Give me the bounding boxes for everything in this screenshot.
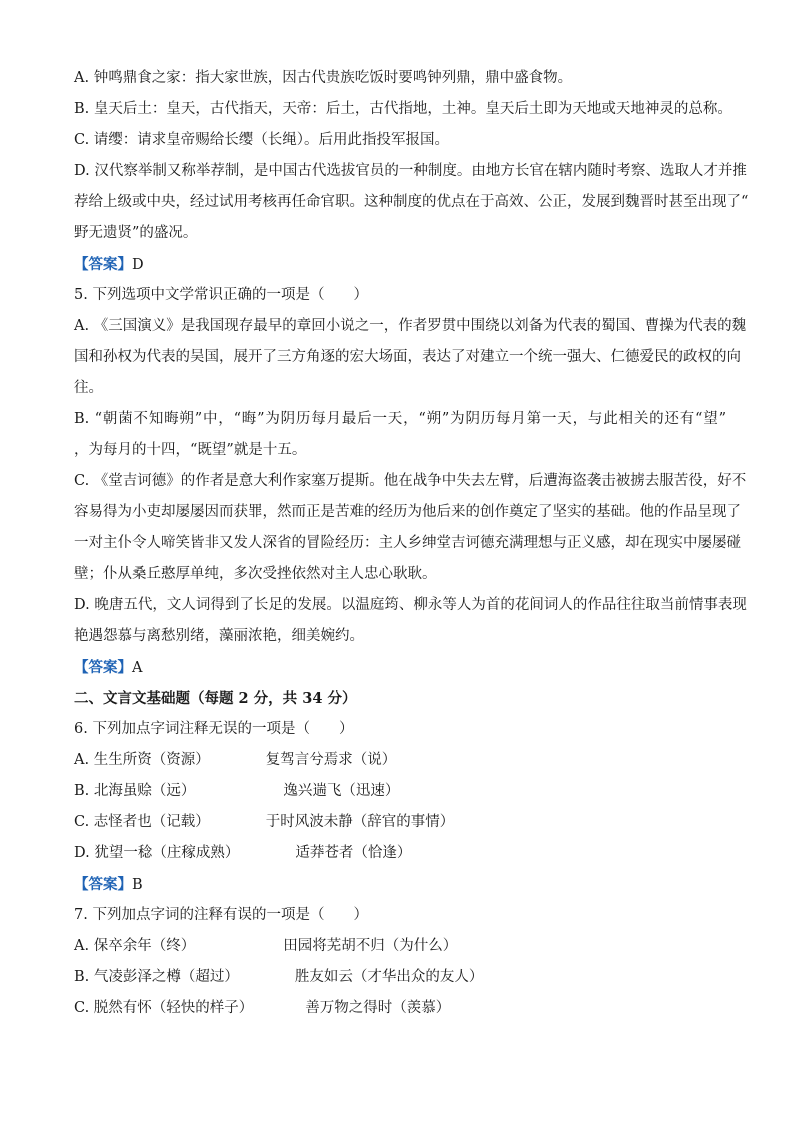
q6-option-row [74, 838, 726, 869]
q6-option-right: 复驾言兮焉求（说） [265, 752, 397, 768]
q5-option-b-line: ，为每月的十四，“既望”就是十五。 [74, 442, 307, 458]
answer-tag: 【答案】 [74, 876, 132, 893]
q6-option-row [74, 807, 726, 838]
answer-tag: 【答案】 [74, 256, 132, 273]
q7-option-left: A. 保卒余年（终） [74, 938, 196, 954]
q6-option-left: A. 生生所资（资源） [74, 752, 210, 768]
document-content [74, 63, 749, 1024]
q4-option-b: B. 皇天后土：皇天，古代指天，天帝：后土，古代指地，土神。皇天后土即为天地或天地神灵的总称。 [74, 101, 732, 117]
q5-option-a-line: A. 《三国演义》是我国现存最早的章回小说之一，作者罗贯中围绕以刘备为代表的蜀国、曹操为代表的魏 [74, 318, 747, 334]
q5-option-a-line: 国和孙权为代表的吴国，展开了三方角逐的宏大场面，表达了对建立一个统一强大、仁德爱民的政权的向 [74, 349, 741, 365]
q6-option-row [74, 776, 726, 807]
q6-option-right: 适莽苍者（恰逢） [295, 845, 412, 861]
q4-option-d-line: 荐给上级或中央，经过试用考核再任命官职。这种制度的优点在于高效、公正，发展到魏晋时甚至出现了“ [74, 194, 749, 210]
q7-option-right: 善万物之得时（羡慕） [305, 1000, 451, 1016]
answer-tag: 【答案】 [74, 659, 132, 676]
q4-answer [74, 249, 726, 280]
q5-option-c-line: C. 《堂吉诃德》的作者是意大利作家塞万提斯。他在战争中失去左臂，后遭海盗袭击被掳去服苦役，好不 [74, 473, 747, 489]
q5-option-c-line: 容易得为小吏却屡屡因而获罪，然而正是苦难的经历为他后来的创作奠定了坚实的基础。他的作品呈现了 [74, 504, 741, 520]
q5-answer [74, 652, 726, 683]
q6-stem: 6. 下列加点字词注释无误的一项是（ ） [74, 721, 354, 737]
answer-value: A [132, 660, 143, 676]
q7-option-left: C. 脱然有怀（轻快的样子） [74, 1000, 254, 1016]
q7-option-right: 胜友如云（才华出众的友人） [294, 969, 484, 985]
q7-option-row [74, 962, 726, 993]
answer-value: B [132, 877, 143, 893]
q7-option-right: 田园将芜胡不归（为什么） [283, 938, 458, 954]
q6-answer [74, 869, 726, 900]
q7-stem: 7. 下列加点字词的注释有误的一项是（ ） [74, 907, 368, 923]
q5-option-b-line: B. “朝菌不知晦朔”中，“晦”为阴历每月最后一天，“朔”为阴历每月第一天，与此相关的还有“望” [74, 411, 726, 427]
q6-option-row [74, 745, 726, 776]
q5-option-d-line: 艳遇怨慕与离愁别绪，藻丽浓艳，细美婉约。 [74, 628, 364, 644]
q4-option-d-line: D. 汉代察举制又称举荐制，是中国古代选拔官员的一种制度。由地方长官在辖内随时考察、选取人才并推 [74, 163, 747, 179]
section-heading: 二、文言文基础题（每题 2 分，共 34 分） [74, 690, 357, 707]
answer-value: D [132, 257, 144, 273]
q5-stem: 5. 下列选项中文学常识正确的一项是（ ） [74, 287, 368, 303]
q4-option-a: A. 钟鸣鼎食之家：指大家世族，因古代贵族吃饭时要鸣钟列鼎，鼎中盛食物。 [74, 70, 573, 86]
q7-option-left: B. 气凌彭泽之樽（超过） [74, 969, 239, 985]
q6-option-left: D. 犹望一稔（庄稼成熟） [74, 845, 240, 861]
q5-option-c-line: 一对主仆令人啼笑皆非又发人深省的冒险经历：主人乡绅堂吉诃德充满理想与正义感，却在现实中屡屡碰 [74, 535, 741, 551]
q7-option-row [74, 931, 726, 962]
q6-option-right: 逸兴遄飞（迅速） [283, 783, 400, 799]
q6-option-right: 于时风波未静（辞官的事情） [265, 814, 455, 830]
q5-option-c-line: 壁；仆从桑丘憨厚单纯，多次受挫依然对主人忠心耿耿。 [74, 566, 437, 582]
q7-option-row [74, 993, 726, 1024]
q5-option-a-line: 往。 [74, 380, 103, 396]
q4-option-d-line: 野无遗贤”的盛况。 [74, 225, 198, 241]
q5-option-d-line: D. 晚唐五代，文人词得到了长足的发展。以温庭筠、柳永等人为首的花间词人的作品往往取当前情事表现 [74, 597, 747, 613]
q6-option-left: C. 志怪者也（记载） [74, 814, 210, 830]
q4-option-c: C. 请缨：请求皇帝赐给长缨（长绳）。后用此指投军报国。 [74, 132, 450, 148]
q6-option-left: B. 北海虽赊（远） [74, 783, 196, 799]
